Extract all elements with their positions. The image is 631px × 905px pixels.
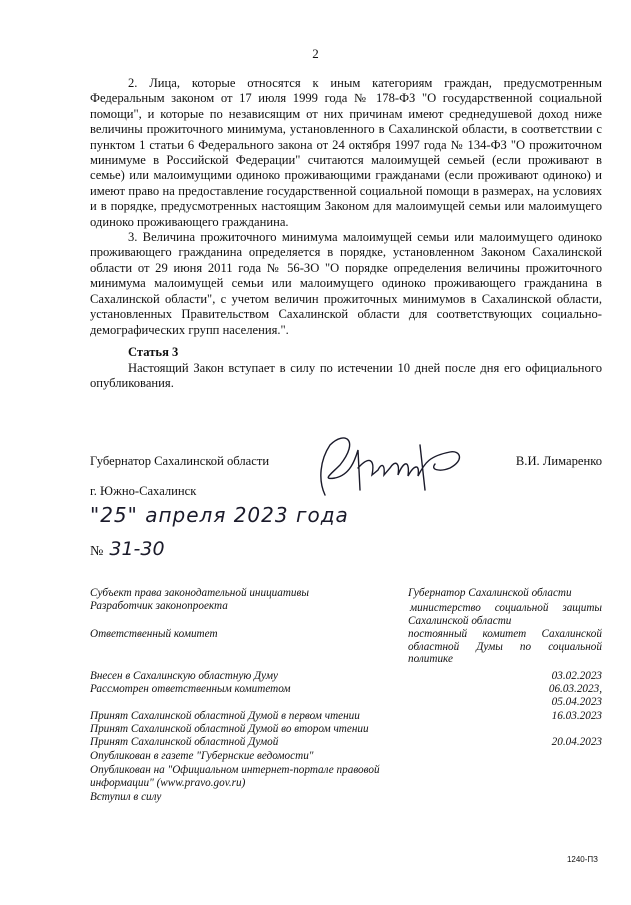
number-line bbox=[90, 538, 165, 560]
developer-value: министерство социальной защиты Сахалинской области bbox=[408, 602, 602, 627]
governor-name: В.И. Лимаренко bbox=[515, 454, 602, 468]
published-portal-label: Опубликован на "Официальном интернет-портале правовой информации" (www.pravo.gov.ru) bbox=[90, 764, 380, 789]
developer-label: Разработчик законопроекта bbox=[90, 600, 228, 612]
article-title: Статья 3 bbox=[128, 345, 179, 359]
paragraph-3: 3. Величина прожиточного минимума малоимущей семьи или малоимущего одиноко проживающего гражданина определяется в порядке, установленном Законом Сахалинской области от 29 июня 2011 года № 56-ЗО "О порядке определения величины прожиточного минимума малоимущей семьи или малоимущего одиноко проживающего гражданина в Сахалинской области", с учетом величин прожиточных минимумов в Сахалинской области, установленных Правительством Сахалинской области для соответствующих социально-демографических групп населения.". bbox=[90, 230, 602, 337]
adopted-label: Принят Сахалинской областной Думой bbox=[90, 736, 279, 748]
first-reading-label: Принят Сахалинской областной Думой в первом чтении bbox=[90, 710, 360, 722]
introduced-label: Внесен в Сахалинскую областную Думу bbox=[90, 670, 278, 682]
governor-title: Губернатор Сахалинской области bbox=[90, 454, 270, 468]
city-line: г. Южно-Сахалинск bbox=[90, 484, 197, 498]
paragraph-2: 2. Лица, которые относятся к иным категориям граждан, предусмотренным Федеральным законом от 17 июля 1999 года № 178-ФЗ "О государственной социальной помощи", и которые по независящим от них причинам имеют среднедушевой доход ниже величины прожиточного минимума, установленного в Сахалинской области, в соответствии с пунктом 1 статьи 6 Федерального закона от 24 октября 1997 года № 134-ФЗ "О прожиточном минимуме в Российской Федерации" считаются малоимущей семьей (если проживают в семье) или малоимущими одиноко проживающими гражданами (если проживают одиноко) и имеют право на предоставление государственной социальной помощи в размерах, на условиях и в порядке, предусмотренных настоящим Законом для малоимущей семьи или малоимущего одиноко проживающего гражданина. bbox=[90, 76, 602, 229]
subject-value: Губернатор Сахалинской области bbox=[408, 587, 572, 599]
committee-label: Ответственный комитет bbox=[90, 628, 218, 640]
handwritten-date: "25" апреля 2023 года bbox=[90, 503, 349, 527]
signature-image bbox=[300, 420, 480, 510]
first-reading-date: 16.03.2023 bbox=[551, 710, 602, 722]
reviewed-date-2: 05.04.2023 bbox=[551, 696, 602, 708]
second-reading-label: Принят Сахалинской областной Думой во втором чтении bbox=[90, 723, 369, 735]
published-newspaper-label: Опубликован в газете "Губернские ведомости" bbox=[90, 750, 314, 762]
number-label: № bbox=[90, 544, 104, 559]
reviewed-date-1: 06.03.2023, bbox=[548, 683, 602, 695]
reviewed-label: Рассмотрен ответственным комитетом bbox=[90, 683, 291, 695]
subject-label: Субъект права законодательной инициативы bbox=[90, 587, 309, 599]
document-code: 1240-ПЗ bbox=[566, 855, 598, 864]
entered-force-label: Вступил в силу bbox=[90, 791, 162, 803]
introduced-date: 03.02.2023 bbox=[551, 670, 602, 682]
committee-value: постоянный комитет Сахалинской областной Думы по социальной политике bbox=[408, 628, 602, 665]
page-number: 2 bbox=[312, 46, 319, 61]
adopted-date: 20.04.2023 bbox=[551, 736, 602, 748]
handwritten-number: 31-30 bbox=[109, 538, 165, 560]
article-text: Настоящий Закон вступает в силу по истечении 10 дней после дня его официального опубликования. bbox=[90, 361, 602, 391]
law-body bbox=[90, 76, 602, 338]
